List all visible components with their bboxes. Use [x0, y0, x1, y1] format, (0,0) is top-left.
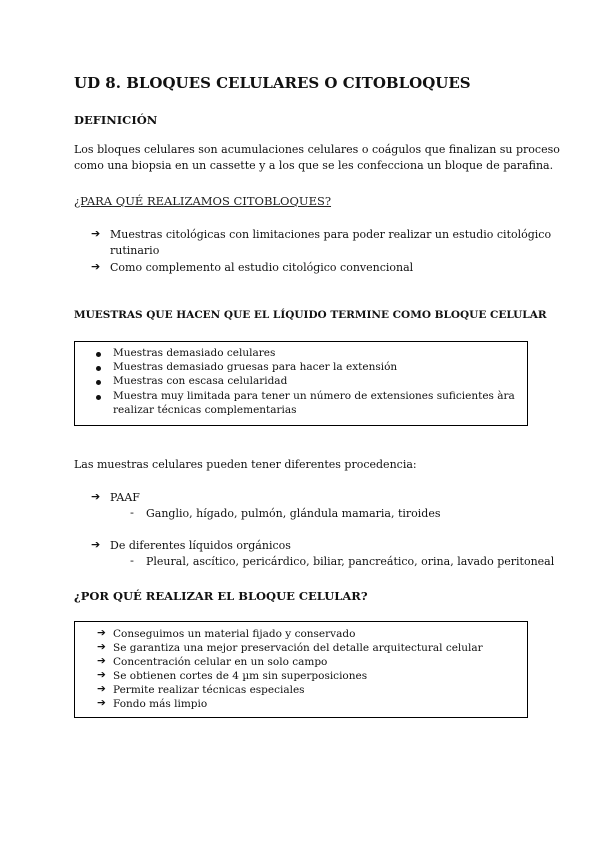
muestras-box [74, 341, 528, 426]
por-que-item-5: Permite realizar técnicas especiales [113, 684, 305, 696]
procedencia-group-2-label: De diferentes líquidos orgánicos [110, 539, 291, 552]
arrow-right-icon: ➔ [97, 669, 106, 681]
muestras-heading: MUESTRAS QUE HACEN QUE EL LÍQUIDO TERMINE COMO BLOQUE CELULAR [74, 309, 547, 321]
por-que-item-1: Conseguimos un material fijado y conservado [113, 628, 356, 640]
muestras-item-2: Muestras demasiado gruesas para hacer la extensión [113, 361, 398, 373]
arrow-right-icon: ➔ [91, 490, 101, 503]
por-que-item-4: Se obtienen cortes de 4 µm sin superposiciones [113, 670, 368, 682]
por-que-item-3: Concentración celular en un solo campo [113, 656, 328, 668]
bullet-dot-icon [96, 352, 101, 357]
procedencia-intro: Las muestras celulares pueden tener diferentes procedencia: [74, 458, 417, 471]
por-que-item-2: Se garantiza una mejor preservación del detalle arquitectural celular [113, 642, 483, 654]
arrow-right-icon: ➔ [97, 683, 106, 695]
page-title: UD 8. BLOQUES CELULARES O CITOBLOQUES [74, 74, 471, 92]
para-que-item-2: Como complemento al estudio citológico convencional [110, 261, 414, 274]
por-que-box [74, 621, 528, 718]
definicion-heading: DEFINICIÓN [74, 113, 158, 127]
por-que-heading: ¿POR QUÉ REALIZAR EL BLOQUE CELULAR? [74, 589, 368, 603]
arrow-right-icon: ➔ [91, 538, 101, 551]
arrow-right-icon: ➔ [97, 641, 106, 653]
procedencia-group-1-sub: Ganglio, hígado, pulmón, glándula mamaria, tiroides [146, 507, 441, 520]
bullet-dot-icon [96, 380, 101, 385]
arrow-right-icon: ➔ [97, 655, 106, 667]
procedencia-group-1-label: PAAF [110, 491, 140, 504]
muestras-item-4-cont: realizar técnicas complementarias [113, 404, 297, 416]
arrow-right-icon: ➔ [91, 260, 101, 273]
definicion-line-1: Los bloques celulares son acumulaciones celulares o coágulos que finalizan su proceso [74, 143, 560, 156]
muestras-item-3: Muestras con escasa celularidad [113, 375, 288, 387]
por-que-item-6: Fondo más limpio [113, 698, 208, 710]
procedencia-group-2-sub: Pleural, ascítico, pericárdico, biliar, pancreático, orina, lavado peritoneal [146, 555, 555, 568]
bullet-dot-icon [96, 395, 101, 400]
dash-icon: - [130, 554, 134, 567]
arrow-right-icon: ➔ [97, 627, 106, 639]
dash-icon: - [130, 506, 134, 519]
arrow-right-icon: ➔ [97, 697, 106, 709]
arrow-right-icon: ➔ [91, 227, 101, 240]
para-que-item-1-line-1: Muestras citológicas con limitaciones para poder realizar un estudio citológico [110, 228, 552, 241]
muestras-item-4: Muestra muy limitada para tener un número de extensiones suficientes àra [113, 390, 515, 402]
definicion-line-2: como una biopsia en un cassette y a los que se les confecciona un bloque de parafina. [74, 159, 554, 172]
muestras-item-1: Muestras demasiado celulares [113, 347, 276, 359]
para-que-heading: ¿PARA QUÉ REALIZAMOS CITOBLOQUES? [74, 194, 332, 208]
bullet-dot-icon [96, 366, 101, 371]
para-que-item-1-line-2: rutinario [110, 244, 160, 257]
